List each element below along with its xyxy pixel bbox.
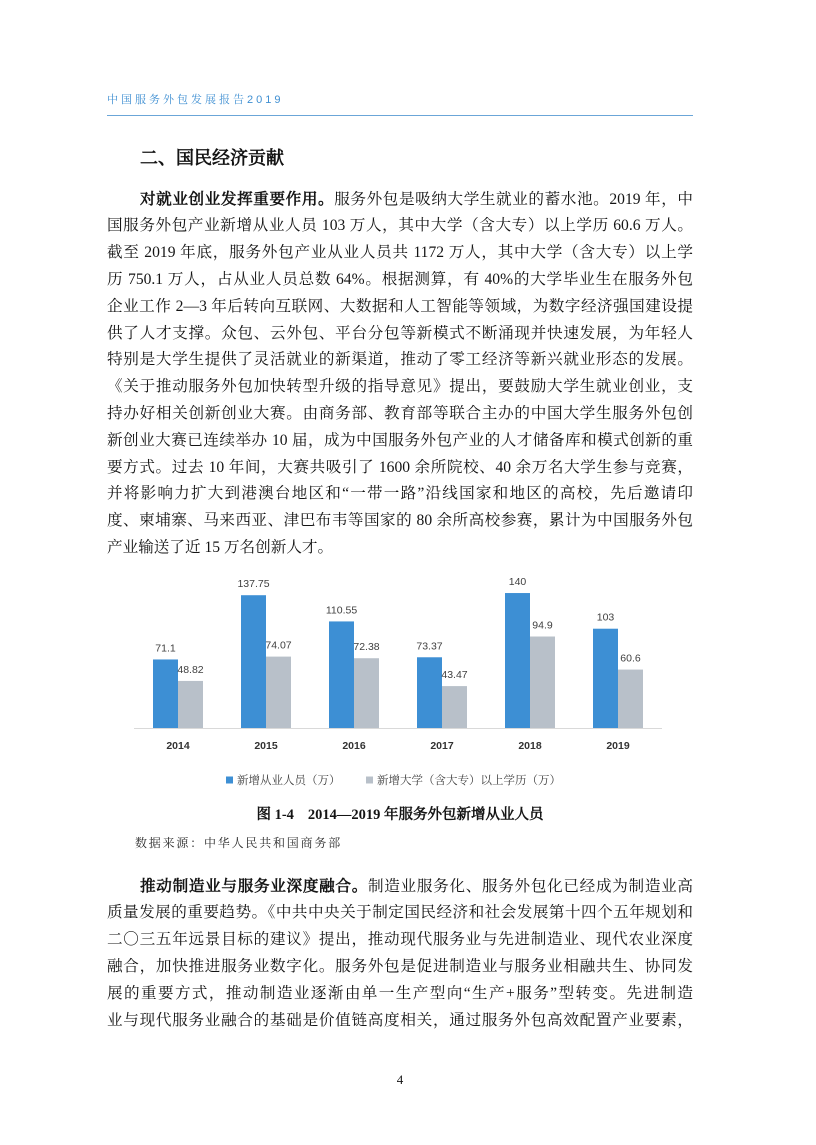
data-label: 71.1 — [155, 642, 176, 655]
bar-series1-2018 — [505, 593, 530, 728]
data-label: 110.55 — [325, 604, 358, 617]
bar-series2-2019 — [618, 670, 643, 728]
x-tick-label: 2014 — [166, 740, 190, 752]
paragraph-line: 持办好相关创新创业大赛。由商务部、教育部等联合主办的中国大学生服务外包创 — [107, 404, 693, 422]
paragraph-line — [107, 874, 693, 901]
data-label: 48.82 — [177, 663, 204, 676]
header-rule — [107, 115, 693, 116]
data-source: 数据来源：中华人民共和国商务部 — [135, 836, 343, 850]
bar-series2-2015 — [266, 657, 291, 728]
data-label: 72.38 — [353, 641, 380, 654]
data-label: 74.07 — [265, 639, 292, 652]
data-label: 140 — [508, 576, 527, 589]
figure-caption-text: 2014—2019 年服务外包新增从业人员 — [307, 807, 544, 823]
running-header-title: 中国服务外包发展报告2019 — [107, 94, 284, 106]
paragraph-line: 产业输送了近 15 万名创新人才。 — [107, 538, 334, 556]
bar-series1-2016 — [329, 621, 354, 728]
figure-chart — [107, 565, 693, 795]
paragraph-line: 新创业大赛已连续举办 10 届，成为中国服务外包产业的人才储备库和模式创新的重 — [107, 431, 693, 449]
x-tick-label: 2016 — [342, 740, 366, 752]
paragraph-line: 融合，加快推进服务业数字化。服务外包是促进制造业与服务业相融共生、协同发 — [107, 957, 693, 975]
bar-series1-2019 — [593, 629, 618, 728]
x-tick-label: 2018 — [518, 740, 542, 752]
paragraph-line: 特别是大学生提供了灵活就业的新渠道，推动了零工经济等新兴就业形态的发展。 — [107, 351, 693, 369]
paragraph-line: 供了人才支撑。众包、云外包、平台分包等新模式不断涌现并快速发展，为年轻人 — [107, 324, 693, 342]
legend-swatch — [366, 777, 373, 784]
data-label: 60.6 — [620, 652, 641, 665]
data-label: 103 — [596, 611, 615, 624]
bar-series1-2015 — [241, 595, 266, 728]
legend-swatch — [226, 777, 233, 784]
paragraph-line: 历 750.1 万人，占从业人员总数 64%。根据测算，有 40%的大学毕业生在服务外包 — [107, 270, 693, 288]
paragraph-employment — [107, 187, 693, 562]
paragraph-line: 度、柬埔寨、马来西亚、津巴布韦等国家的 80 余所高校参赛，累计为中国服务外包 — [107, 512, 693, 530]
x-tick-label: 2015 — [254, 740, 278, 752]
paragraph-manufacturing — [107, 874, 693, 1035]
bar-series2-2018 — [530, 637, 555, 728]
paragraph-lead: 推动制造业与服务业深度融合。 — [140, 877, 368, 895]
paragraph-line: 业与现代服务业融合的基础是价值链高度相关，通过服务外包高效配置产业要素， — [107, 1011, 693, 1029]
bar-series2-2017 — [442, 686, 467, 728]
paragraph-line-text: 服务外包是吸纳大学生就业的蓄水池。2019 年，中 — [334, 190, 693, 208]
page-number: 4 — [396, 1072, 404, 1087]
paragraph-line — [107, 187, 693, 214]
bar-series2-2016 — [354, 658, 379, 728]
bar-series1-2017 — [417, 657, 442, 728]
x-tick-label: 2019 — [606, 740, 630, 752]
bar-chart — [107, 565, 693, 795]
bar-series1-2014 — [153, 659, 178, 728]
x-tick-label: 2017 — [430, 740, 454, 752]
legend-label: 新增大学（含大专）以上学历（万） — [377, 775, 561, 787]
paragraph-line: 展的重要方式，推动制造业逐渐由单一生产型向“生产+服务”型转变。先进制造 — [107, 984, 693, 1002]
paragraph-line: 《关于推动服务外包加快转型升级的指导意见》提出，要鼓励大学生就业创业，支 — [107, 378, 693, 396]
paragraph-line-text: 制造业服务化、服务外包化已经成为制造业高 — [367, 877, 693, 895]
paragraph-lead: 对就业创业发挥重要作用。 — [140, 190, 335, 208]
paragraph-line: 企业工作 2—3 年后转向互联网、大数据和人工智能等领域，为数字经济强国建设提 — [107, 297, 693, 315]
paragraph-line: 二〇三五年远景目标的建议》提出，推动现代服务业与先进制造业、现代农业深度 — [107, 931, 693, 949]
paragraph-line: 要方式。过去 10 年间，大赛共吸引了 1600 余所院校、40 余万名大学生参与竞赛， — [107, 458, 693, 476]
bar-series2-2014 — [178, 681, 203, 728]
section-heading: 二、国民经济贡献 — [140, 148, 284, 168]
paragraph-line: 截至 2019 年底，服务外包产业从业人员共 1172 万人，其中大学（含大专）以上学 — [107, 244, 693, 262]
figure-caption — [107, 805, 693, 825]
paragraph-line: 并将影响力扩大到港澳台地区和“一带一路”沿线国家和地区的高校，先后邀请印 — [107, 485, 693, 503]
data-label: 94.9 — [532, 619, 553, 632]
data-label: 73.37 — [416, 640, 443, 653]
paragraph-line: 国服务外包产业新增从业人员 103 万人，其中大学（含大专）以上学历 60.6 万人。 — [107, 217, 693, 235]
legend-label: 新增从业人员（万） — [237, 775, 341, 787]
figure-label: 图 1-4 — [256, 807, 294, 823]
data-label: 43.47 — [441, 669, 468, 682]
data-label: 137.75 — [237, 578, 270, 591]
paragraph-line: 质量发展的重要趋势。《中共中央关于制定国民经济和社会发展第十四个五年规划和 — [107, 904, 693, 922]
